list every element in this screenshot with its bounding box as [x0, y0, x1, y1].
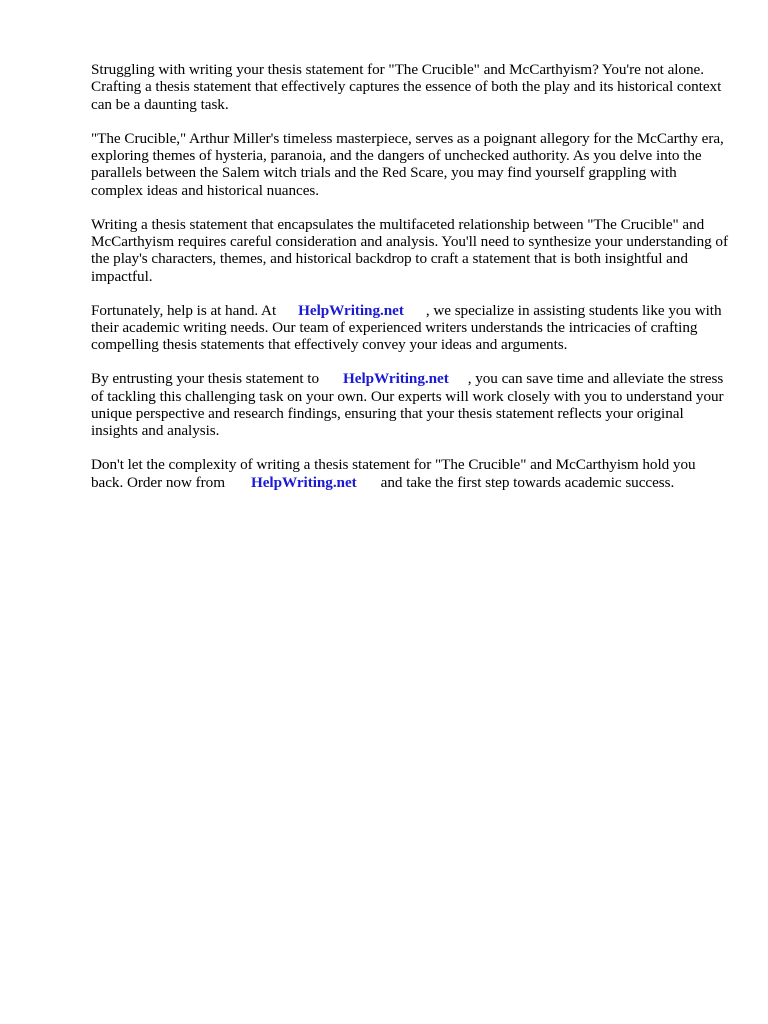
helpwriting-link[interactable]: HelpWriting.net [298, 301, 404, 319]
paragraph-entrusting-text-start: By entrusting your thesis statement to [91, 370, 319, 388]
paragraph-cta-text-start: Don't let the complexity of writing a thesis statement for "The Crucible" and McCarthyism hold you back. Order now from [91, 456, 696, 491]
paragraph-help-offer-text-start: Fortunately, help is at hand. At [91, 301, 277, 319]
paragraph-intro: Struggling with writing your thesis statement for "The Crucible" and McCarthyism? You're not alone. Crafting a thesis statement that effectively captures the essence of both the play and its historical context can be a daunting task. [91, 61, 722, 113]
paragraph-thesis-requirements: Writing a thesis statement that encapsulates the multifaceted relationship between "The Crucible" and McCarthyism requires careful consideration and analysis. You'll need to synthesize your understanding of the play's characters, themes, and historical backdrop to craft a statement that is both insightful and impactful. [91, 215, 728, 285]
document-body [91, 61, 731, 507]
helpwriting-link[interactable]: HelpWriting.net [250, 473, 357, 491]
paragraph-cta-text-end: and take the first step towards academic success. [380, 473, 675, 491]
paragraph-crucible-allegory: "The Crucible," Arthur Miller's timeless masterpiece, serves as a poignant allegory for the McCarthy era, exploring themes of hysteria, paranoia, and the dangers of unchecked authority. As you delve into the parallels between the Salem witch trials and the Red Scare, you may find yourself grappling with complex ideas and historical nuances. [91, 129, 724, 199]
paragraph-help-offer [91, 302, 731, 354]
paragraph-entrusting-text-end: , you can save time and alleviate the stress of tackling this challenging task on your own. Our experts will work closely with you to understand your unique perspective and research findings, ensuring that your thesis statement reflects your original insights and analysis. [91, 370, 724, 440]
paragraph-entrusting [91, 370, 731, 440]
paragraph-help-offer-text-end: , we specialize in assisting students like you with their academic writing needs. Our team of experienced writers understands the intricacies of crafting compelling thesis statements that effectively convey your ideas and arguments. [91, 301, 722, 354]
helpwriting-link[interactable]: HelpWriting.net [343, 370, 449, 388]
paragraph-call-to-action [91, 456, 731, 491]
